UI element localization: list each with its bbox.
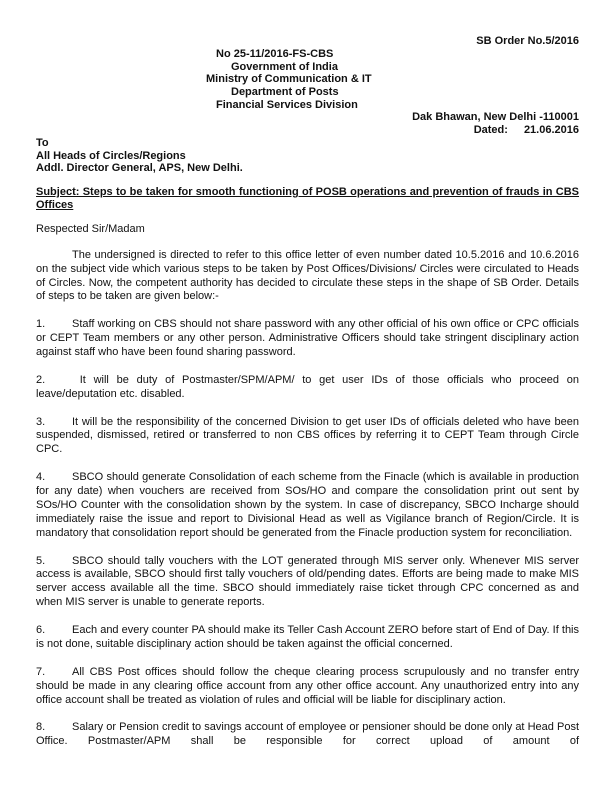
order-number: SB Order No.5/2016 [476, 35, 579, 47]
numbered-item [36, 666, 579, 708]
item-number: 5. [36, 554, 46, 567]
date-line [474, 124, 579, 137]
numbered-item [36, 471, 579, 541]
item-text: SBCO should generate Consolidation of each scheme from the Finacle (which is available in production for any date) when vouchers are received from SOs/HO and compare the consolidation print out sent by SOs/HO Counter with the consolidation shown by the system. In case of discrepancy, SBCO Incharge should immediately raise the issue and report to Divisional Head as well as Vigilance branch of Region/Circle. It is mandatory that consolidation report should be generated from the Finacle production system for reconciliation. [36, 471, 579, 539]
item-text: It will be duty of Postmaster/SPM/APM/ to get user IDs of those officials who proceed on leave/deputation etc. disabled. [36, 373, 579, 400]
office-address: Dak Bhawan, New Delhi -110001 [412, 111, 579, 123]
ministry: Ministry of Communication & IT [206, 73, 372, 85]
department: Department of Posts [231, 86, 339, 98]
item-number: 1. [36, 318, 46, 331]
government: Government of India [231, 61, 338, 73]
file-number: No 25-11/2016-FS-CBS [216, 48, 334, 60]
dated-label: Dated: [473, 124, 508, 136]
recipient-2: Addl. Director General, APS, New Delhi. [36, 162, 243, 175]
intro-paragraph: The undersigned is directed to refer to this office letter of even number dated 10.5.2016 and 10.6.2016 on the subject vide which various steps to be taken by Post Offices/Divisions/ Circles were circulated to Heads of Circles. Now, the competent authority has decided to circulate these steps in the shape of SB Order. Details of steps to be taken are given below:- [36, 248, 579, 303]
recipients [36, 137, 579, 175]
item-number: 4. [36, 471, 46, 484]
numbered-item [36, 374, 579, 402]
numbered-items [36, 318, 579, 749]
item-number: 3. [36, 415, 46, 428]
numbered-item [36, 624, 579, 652]
item-number: 6. [36, 624, 46, 637]
item-number: 7. [36, 665, 46, 678]
numbered-item [36, 721, 579, 749]
division: Financial Services Division [216, 99, 358, 111]
to-label: To [36, 137, 49, 149]
item-number: 2. [36, 373, 46, 386]
item-text: It will be the responsibility of the concerned Division to get user IDs of officials deleted who have been suspended, dismissed, retired or transferred to non CBS offices by referring it to CEPT Team through Circle CPC. [36, 415, 579, 456]
item-text: SBCO should tally vouchers with the LOT generated through MIS server only. Whenever MIS server access is available, SBCO should first tally vouchers of old/pending dates. Efforts are being made to make MIS server access available all the time. SBCO should immediately raise ticket through CPC concerned as and when MIS server is unable to generate reports. [36, 554, 579, 609]
item-text: Salary or Pension credit to savings account of employee or pensioner should be done only at Head Post Office. Postmaster/APM shall be responsible for correct upload of amount of [36, 721, 579, 748]
numbered-item [36, 555, 579, 611]
letter-body [36, 137, 579, 763]
date: 21.06.2016 [523, 124, 579, 136]
item-text: Staff working on CBS should not share password with any other official of his own office or CPC officials or CEPT Team members or any other person. Administrative Officers should take stringent disciplinary action against staff who have been found sharing password. [36, 318, 579, 359]
recipient-1: All Heads of Circles/Regions [36, 149, 186, 162]
numbered-item [36, 318, 579, 360]
numbered-item [36, 416, 579, 458]
subject: Subject: Steps to be taken for smooth functioning of POSB operations and prevention of frauds in CBS Offices [36, 185, 579, 211]
item-text: Each and every counter PA should make its Teller Cash Account ZERO before start of End of Day. If this is not done, suitable disciplinary action should be taken against the official concerned. [36, 624, 579, 650]
item-text: All CBS Post offices should follow the cheque clearing process scrupulously and no transfer entry should be made in any clearing office account from any other office account. Any unauthorized entry into any office account shall be treated as violation of rules and official will be liable for disciplinary action. [36, 665, 579, 706]
item-number: 8. [36, 721, 46, 734]
salutation: Respected Sir/Madam [36, 222, 145, 235]
